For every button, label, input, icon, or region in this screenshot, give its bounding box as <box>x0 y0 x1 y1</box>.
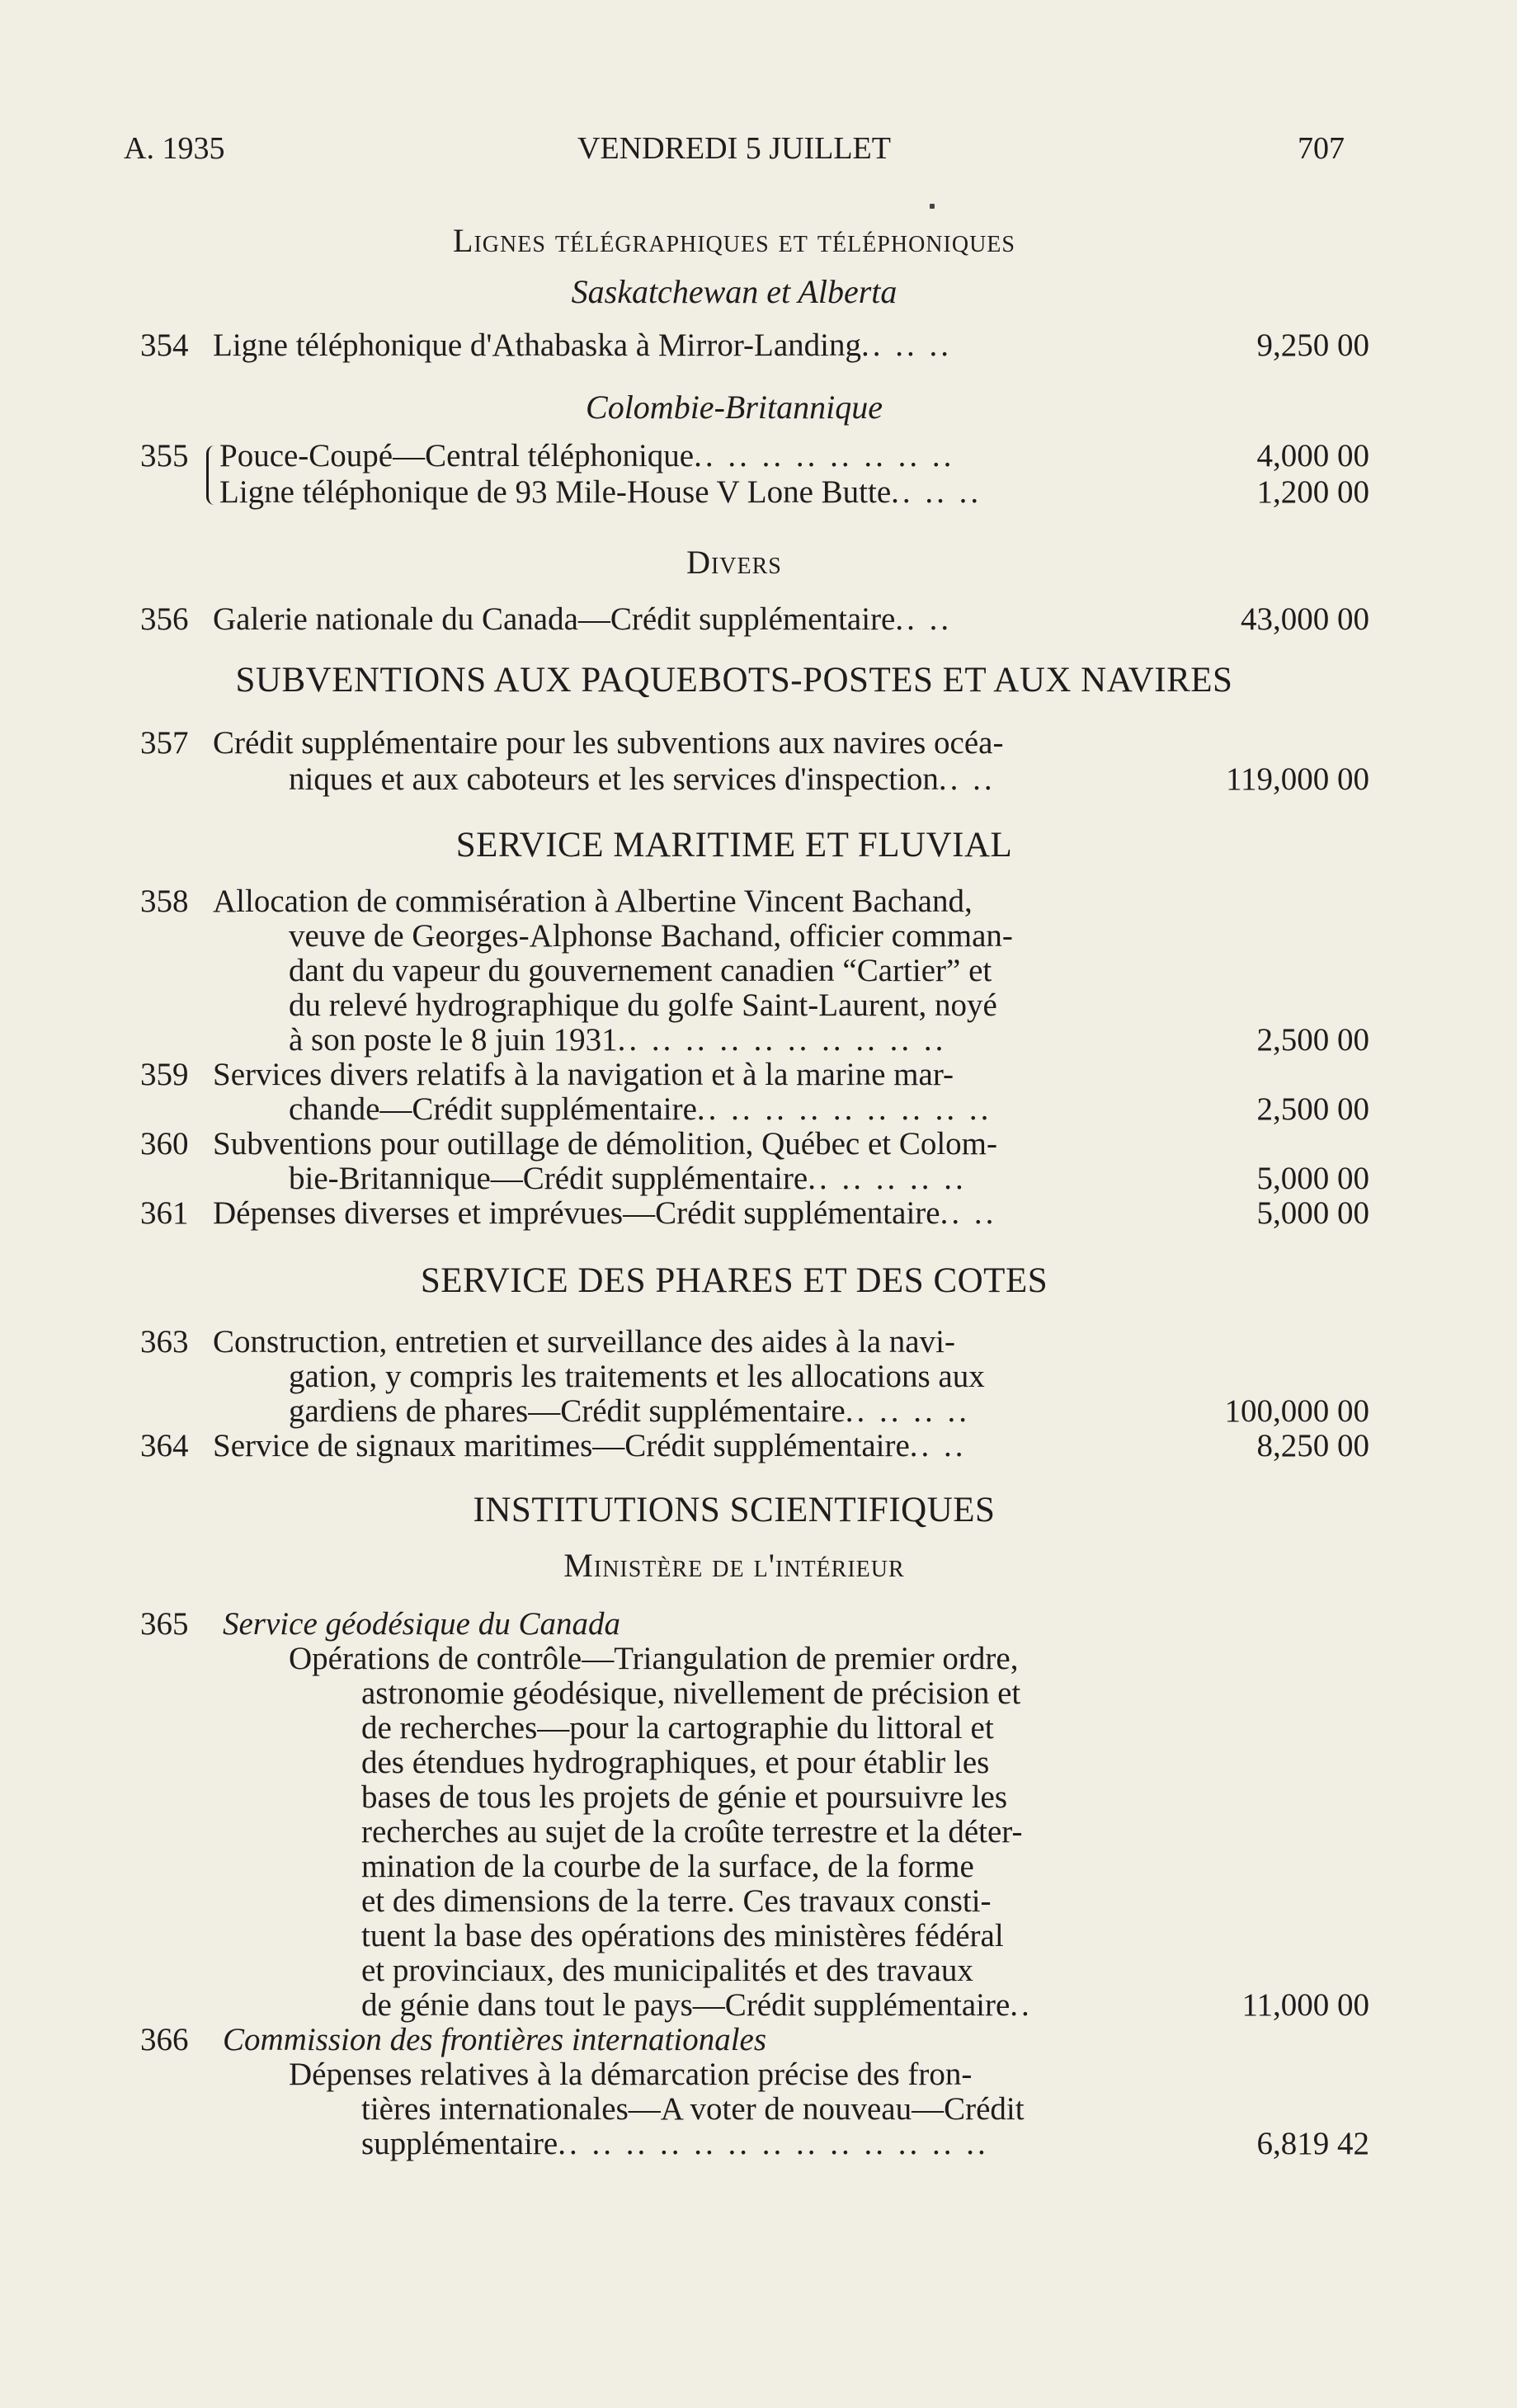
item-text-line-2: astronomie géodésique, nivellement de précision et <box>361 1675 1021 1711</box>
item-number: 355 <box>140 438 189 474</box>
item-text-line-3: gardiens de phares—Crédit supplémentaire.. .. .. .. <box>289 1393 970 1429</box>
item-text-line-1: Opérations de contrôle—Triangulation de premier ordre, <box>289 1641 1019 1676</box>
item-number: 364 <box>140 1428 189 1463</box>
item-amount-b: 1,200 00 <box>1256 474 1369 510</box>
section-heading-institutions: INSTITUTIONS SCIENTIFIQUES <box>473 1491 996 1529</box>
item-amount: 119,000 00 <box>1225 761 1369 797</box>
item-number: 354 <box>140 328 189 363</box>
item-amount: 5,000 00 <box>1256 1161 1369 1196</box>
item-number: 359 <box>140 1057 189 1092</box>
item-355 <box>140 439 1369 513</box>
item-number: 365 <box>140 1606 189 1642</box>
item-text: Ligne téléphonique d'Athabaska à Mirror-Landing.. .. .. <box>213 328 952 363</box>
item-text-line-9: tuent la base des opérations des ministères fédéral <box>361 1918 1004 1953</box>
item-363 <box>140 1325 1369 1432</box>
item-number: 361 <box>140 1195 189 1231</box>
item-amount: 6,819 42 <box>1256 2126 1369 2161</box>
session-year: A. 1935 <box>124 131 225 166</box>
item-number: 360 <box>140 1126 189 1162</box>
item-text-line-2: veuve de Georges-Alphonse Bachand, officier comman- <box>289 918 1013 954</box>
item-amount: 2,500 00 <box>1256 1022 1369 1058</box>
item-amount: 100,000 00 <box>1224 1393 1369 1429</box>
page-number: 707 <box>1298 131 1345 166</box>
item-text-line-5: bases de tous les projets de génie et poursuivre les <box>361 1779 1008 1815</box>
item-text-line-3: de recherches—pour la cartographie du littoral et <box>361 1710 994 1746</box>
printer-mark <box>930 204 935 209</box>
item-amount: 2,500 00 <box>1256 1091 1369 1127</box>
subheading-saskatchewan: Saskatchewan et Alberta <box>571 273 897 310</box>
item-text-line-1: Crédit supplémentaire pour les subventions aux navires océa- <box>213 725 1004 761</box>
subheading-colombie: Colombie-Britannique <box>586 389 883 426</box>
item-text-line-11: de génie dans tout le pays—Crédit supplémentaire.. <box>361 1987 1033 2023</box>
item-357 <box>140 726 1369 800</box>
item-text-line-7: mination de la courbe de la surface, de la forme <box>361 1849 974 1884</box>
item-text: Dépenses diverses et imprévues—Crédit supplémentaire.. .. <box>213 1195 997 1231</box>
item-number: 363 <box>140 1324 189 1360</box>
item-text-line-3: supplémentaire.. .. .. .. .. .. .. .. .. .. .. .. .. <box>361 2126 989 2161</box>
item-text-line-1: Dépenses relatives à la démarcation précise des fron- <box>289 2057 973 2092</box>
item-text-line-2: chande—Crédit supplémentaire.. .. .. .. .. .. .. .. .. <box>289 1091 992 1127</box>
page-date: VENDREDI 5 JUILLET <box>577 131 891 166</box>
item-365 <box>140 1606 1369 2023</box>
item-text-line-2: tières internationales—A voter de nouveau—Crédit <box>361 2091 1025 2127</box>
item-text-line-8: et des dimensions de la terre. Ces travaux consti- <box>361 1883 992 1919</box>
item-text-line-2: bie-Britannique—Crédit supplémentaire.. .. .. .. .. <box>289 1161 967 1196</box>
item-text-line-6: recherches au sujet de la croûte terrestre et la déter- <box>361 1814 1023 1850</box>
section-heading-divers: Divers <box>686 544 782 581</box>
item-text-line-5: à son poste le 8 juin 1931.. .. .. .. .. .. .. .. .. .. <box>289 1022 947 1058</box>
item-text-line-4: du relevé hydrographique du golfe Saint-Laurent, noyé <box>289 987 997 1023</box>
section-heading-lignes: Lignes télégraphiques et téléphoniques <box>453 222 1015 259</box>
item-amount: 43,000 00 <box>1241 601 1369 637</box>
item-title: Service géodésique du Canada <box>223 1606 620 1642</box>
item-number: 358 <box>140 884 189 919</box>
item-360 <box>140 1127 1369 1201</box>
item-text-line-4: des étendues hydrographiques, et pour établir les <box>361 1745 990 1780</box>
item-text: Galerie nationale du Canada—Crédit supplémentaire.. .. <box>213 601 953 637</box>
section-heading-phares: SERVICE DES PHARES ET DES COTES <box>420 1261 1048 1300</box>
section-heading-maritime: SERVICE MARITIME ET FLUVIAL <box>455 826 1013 865</box>
item-text-a: Pouce-Coupé—Central téléphonique.. .. .. .. .. .. .. .. <box>219 438 955 474</box>
item-text-line-3: dant du vapeur du gouvernement canadien “Cartier” et <box>289 953 992 988</box>
item-text-line-1: Subventions pour outillage de démolition, Québec et Colom- <box>213 1126 998 1162</box>
item-text-line-10: et provinciaux, des municipalités et des travaux <box>361 1953 973 1988</box>
item-text-line-2: niques et aux caboteurs et les services d'inspection.. .. <box>289 761 996 797</box>
item-text: Service de signaux maritimes—Crédit supplémentaire.. .. <box>213 1428 967 1463</box>
item-text-line-2: gation, y compris les traitements et les allocations aux <box>289 1359 985 1394</box>
item-number: 356 <box>140 601 189 637</box>
item-number: 366 <box>140 2022 189 2057</box>
item-title: Commission des frontières internationales <box>223 2022 767 2057</box>
running-header <box>124 130 1345 172</box>
item-text-line-1: Allocation de commisération à Albertine Vincent Bachand, <box>213 884 973 919</box>
section-heading-subventions: SUBVENTIONS AUX PAQUEBOTS-POSTES ET AUX NAVIRES <box>235 661 1233 700</box>
item-358 <box>140 884 1369 1062</box>
item-amount: 11,000 00 <box>1241 1987 1369 2023</box>
item-text-line-1: Construction, entretien et surveillance des aides à la navi- <box>213 1324 955 1360</box>
item-366 <box>140 2023 1369 2171</box>
item-amount: 9,250 00 <box>1256 328 1369 363</box>
item-text-line-1: Services divers relatifs à la navigation et à la marine mar- <box>213 1057 954 1092</box>
subheading-ministere: Ministère de l'intérieur <box>563 1547 905 1584</box>
item-text-b: Ligne téléphonique de 93 Mile-House V Lone Butte.. .. .. <box>219 474 982 510</box>
item-amount-a: 4,000 00 <box>1256 438 1369 474</box>
item-359 <box>140 1058 1369 1132</box>
item-amount: 8,250 00 <box>1256 1428 1369 1463</box>
item-number: 357 <box>140 725 189 761</box>
item-amount: 5,000 00 <box>1256 1195 1369 1231</box>
